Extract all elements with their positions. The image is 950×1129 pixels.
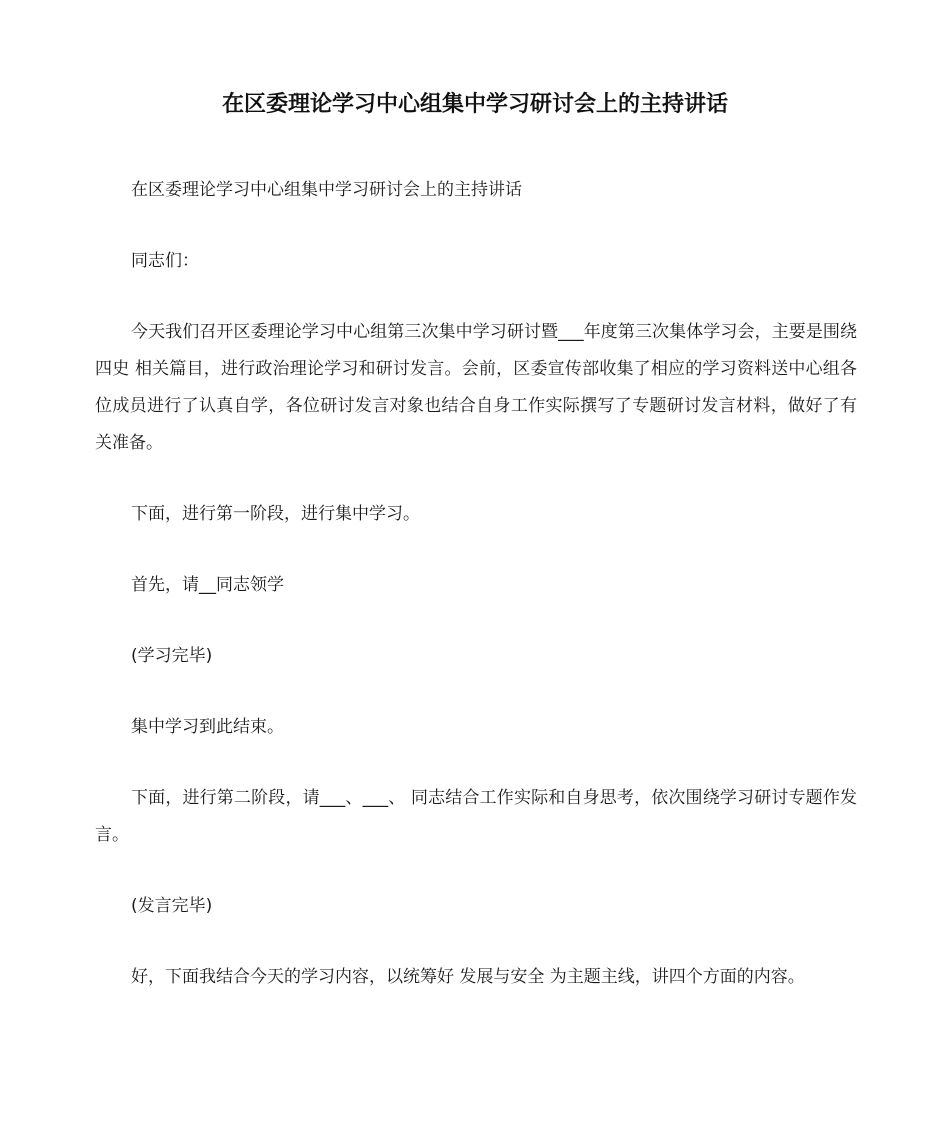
paragraph-study-end: 集中学习到此结束。 (131, 717, 284, 737)
paragraph-opening: 今天我们召开区委理论学习中心组第三次集中学习研讨暨___年度第三次集体学习会，主要是围绕 四史 相关篇目，进行政治理论学习和研讨发言。会前，区委宣传部收集了相应的学习资料送中心组各位成员进行了认真自学，各位研讨发言对象也结合自身工作实际撰写了专题研讨发言材料，做好了有关准备。 (95, 322, 857, 453)
paragraph-stage-two: 下面，进行第二阶段，请___、___、 同志结合工作实际和自身思考，依次围绕学习研讨专题作发言。 (95, 788, 857, 845)
paragraph-subtitle: 在区委理论学习中心组集中学习研讨会上的主持讲话 (131, 180, 522, 200)
paragraph-stage-one: 下面，进行第一阶段，进行集中学习。 (131, 504, 420, 524)
paragraph-lead-study: 首先，请__同志领学 (131, 575, 284, 595)
document-title: 在区委理论学习中心组集中学习研讨会上的主持讲话 (221, 92, 728, 117)
paragraph-study-done: (学习完毕) (131, 646, 213, 666)
paragraph-salutation: 同志们： (131, 251, 199, 271)
paragraph-closing: 好，下面我结合今天的学习内容，以统筹好 发展与安全 为主题主线，讲四个方面的内容。 (131, 967, 805, 987)
document-body (95, 172, 857, 1030)
paragraph-speech-done: (发言完毕) (131, 896, 213, 916)
